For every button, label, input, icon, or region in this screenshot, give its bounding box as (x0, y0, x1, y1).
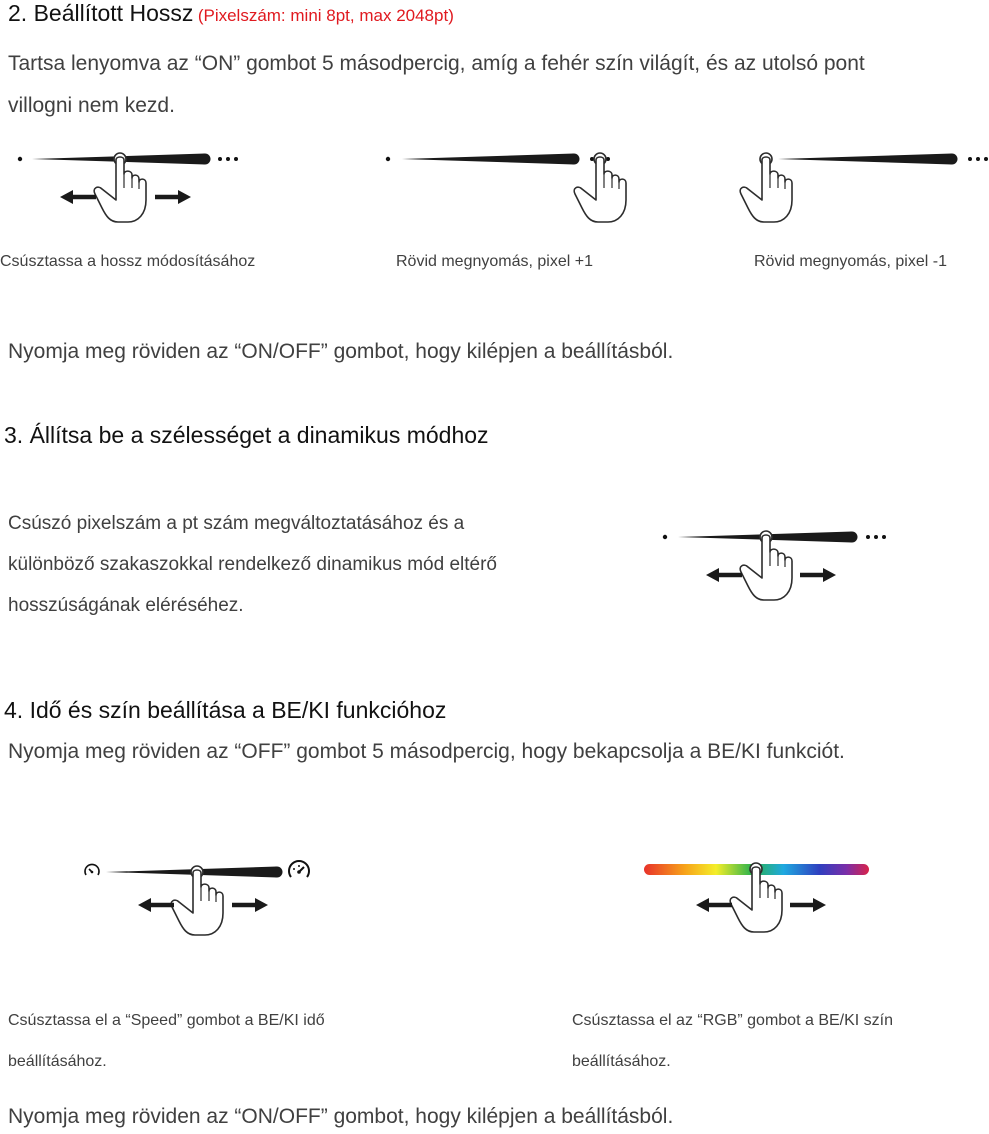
section-2-exit-text: Nyomja meg röviden az “ON/OFF” gombot, hogy kilépjen a beállításból. (8, 340, 674, 363)
pixel-minus-illustration (740, 140, 989, 230)
dynamic-width-illustration (650, 518, 900, 608)
arrow-right-icon (232, 898, 268, 912)
pixel-plus-illustration (370, 140, 630, 230)
caption-pixel-minus: Rövid megnyomás, pixel -1 (754, 253, 947, 270)
speedometer-slow-icon (85, 864, 99, 875)
section-4-exit-text: Nyomja meg röviden az “ON/OFF” gombot, hogy kilépjen a beállításból. (8, 1105, 674, 1128)
caption-speed (8, 1000, 325, 1082)
arrow-right-icon (790, 898, 826, 912)
speedometer-fast-icon (289, 861, 309, 877)
section-4-title: 4. Idő és szín beállítása a BE/KI funkcióhoz (4, 697, 447, 723)
hand-pointer-icon (740, 535, 792, 600)
start-dot-icon (663, 535, 667, 539)
hand-pointer-icon (94, 157, 146, 222)
hand-pointer-icon (171, 870, 223, 935)
caption-rgb-line-2: beállításához. (572, 1053, 671, 1070)
start-dot-icon (18, 157, 22, 161)
arrow-left-icon (706, 568, 742, 582)
caption-rgb-line-1: Csúsztassa el az “RGB” gombot a BE/KI szín (572, 1012, 894, 1029)
wedge-slider-icon (778, 154, 952, 165)
more-dots-icon (968, 157, 988, 161)
section-3-line-2: különböző szakaszokkal rendelkező dinamikus mód eltérő (8, 554, 497, 575)
speed-slider-illustration (80, 855, 320, 945)
section-3-line-3: hosszúságának eléréséhez. (8, 595, 244, 616)
hand-pointer-icon (740, 157, 792, 222)
section-3-line-1: Csúszó pixelszám a pt szám megváltoztatásához és a (8, 513, 465, 534)
section-2-heading (8, 0, 454, 27)
section-2-instruction-line-2: villogni nem kezd. (8, 94, 175, 117)
caption-rgb (572, 1000, 893, 1082)
section-3-title: 3. Állítsa be a szélességet a dinamikus módhoz (4, 422, 489, 448)
rgb-slider-illustration (640, 855, 880, 945)
start-dot-icon (386, 157, 390, 161)
arrow-left-icon (696, 898, 732, 912)
section-2-instruction-line-1: Tartsa lenyomva az “ON” gombot 5 másodpercig, amíg a fehér szín világít, és az utolsó pont (8, 52, 865, 75)
more-dots-icon (866, 535, 886, 539)
caption-speed-line-1: Csúsztassa el a “Speed” gombot a BE/KI idő (8, 1012, 325, 1029)
caption-slide-length: Csúsztassa a hossz módosításához (0, 253, 256, 270)
section-4-instruction: Nyomja meg röviden az “OFF” gombot 5 másodpercig, hogy bekapcsolja a BE/KI funkciót. (8, 740, 845, 763)
section-2-title: 2. Beállított Hossz (8, 0, 194, 26)
slide-length-illustration (0, 140, 260, 230)
arrow-left-icon (60, 190, 96, 204)
caption-speed-line-2: beállításához. (8, 1053, 107, 1070)
section-3-description (8, 503, 608, 626)
hand-pointer-icon (730, 867, 782, 932)
more-dots-icon (218, 157, 238, 161)
arrow-left-icon (138, 898, 174, 912)
hand-pointer-icon (574, 157, 626, 222)
caption-pixel-plus: Rövid megnyomás, pixel +1 (396, 253, 593, 270)
arrow-right-icon (155, 190, 191, 204)
pixel-range-note: (Pixelszám: mini 8pt, max 2048pt) (197, 6, 454, 25)
arrow-right-icon (800, 568, 836, 582)
wedge-slider-icon (402, 154, 574, 165)
